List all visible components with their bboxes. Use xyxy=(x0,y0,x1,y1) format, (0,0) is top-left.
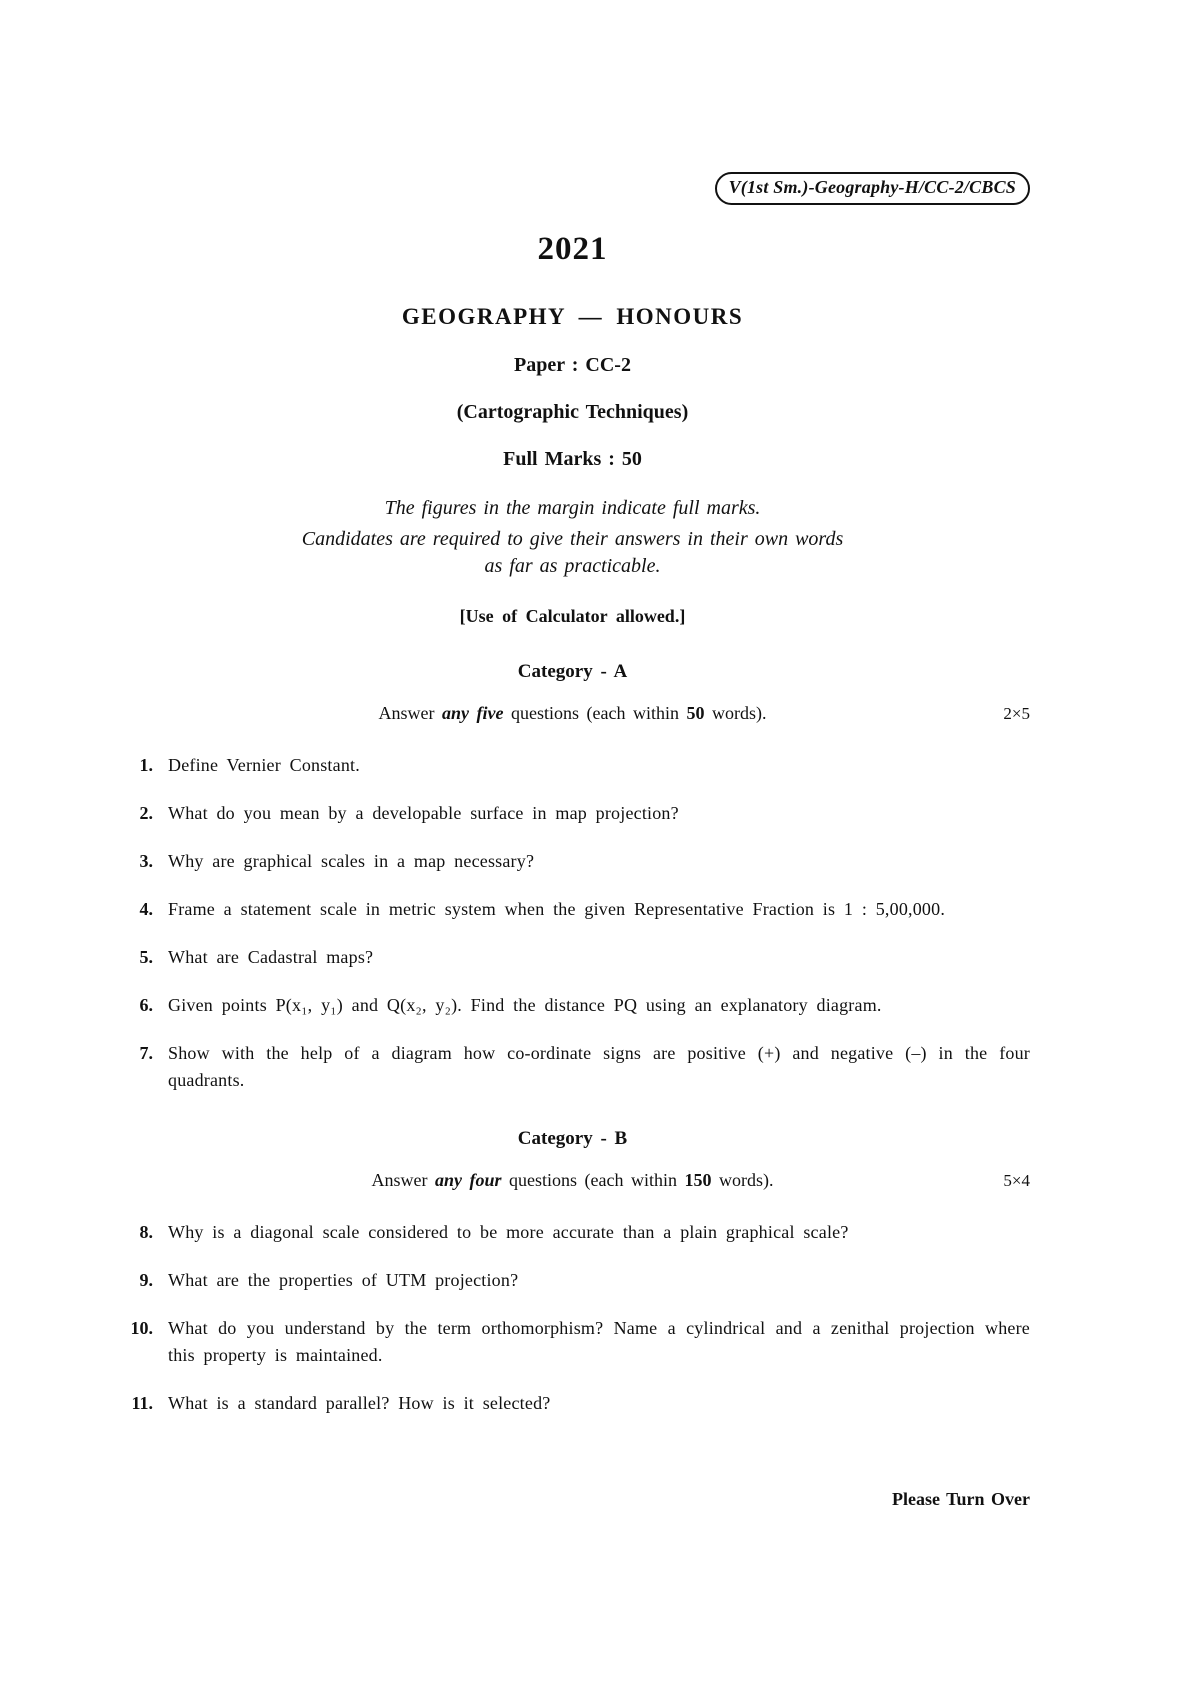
question-item xyxy=(115,800,1030,827)
category-b-title: Category - B xyxy=(517,1128,628,1149)
note-margin-marks: The figures in the margin indicate full marks. xyxy=(384,497,761,519)
question-number: 9. xyxy=(139,1270,153,1290)
instruction-text-pre: Answer xyxy=(371,1170,435,1190)
full-marks: Full Marks : 50 xyxy=(503,448,642,470)
instruction-text-pre: Answer xyxy=(378,703,443,723)
question-text: Define Vernier Constant. xyxy=(168,755,360,775)
question-number: 4. xyxy=(139,899,153,919)
question-number: 1. xyxy=(139,755,153,775)
question-item xyxy=(115,1390,1030,1417)
question-number: 10. xyxy=(130,1318,153,1338)
question-item xyxy=(115,848,1030,875)
question-item xyxy=(115,1040,1030,1094)
question-text: What do you mean by a developable surface in map projection? xyxy=(168,803,679,823)
question-text: Show with the help of a diagram how co-ordinate signs are positive (+) and negative (–) in the four quadrants. xyxy=(168,1043,1030,1090)
note-candidates xyxy=(115,526,1030,580)
question-text: Why are graphical scales in a map necessary? xyxy=(168,851,535,871)
instruction-text-mid: questions (each within xyxy=(501,1170,685,1190)
category-a-title: Category - A xyxy=(517,661,628,682)
question-text: What are the properties of UTM projection? xyxy=(168,1270,519,1290)
category-b-instruction xyxy=(115,1170,1030,1191)
question-number: 3. xyxy=(139,851,153,871)
category-b-marks: 5×4 xyxy=(1003,1171,1030,1190)
question-item xyxy=(115,896,1030,923)
exam-paper-page xyxy=(115,0,1030,1510)
instruction-text-mid: questions (each within xyxy=(503,703,687,723)
question-number: 2. xyxy=(139,803,153,823)
question-number: 7. xyxy=(139,1043,153,1063)
paper-title: (Cartographic Techniques) xyxy=(456,401,689,423)
question-item xyxy=(115,752,1030,779)
instruction-text-end: words). xyxy=(704,703,767,723)
question-item xyxy=(115,1219,1030,1246)
paper-number: Paper : CC-2 xyxy=(514,354,631,376)
subject-title: GEOGRAPHY — HONOURS xyxy=(401,304,744,329)
question-text: What do you understand by the term orthomorphism? Name a cylindrical and a zenithal projection where this property is maintained. xyxy=(168,1318,1030,1365)
category-a-instruction xyxy=(115,703,1030,724)
category-a-marks: 2×5 xyxy=(1003,704,1030,723)
question-item xyxy=(115,1315,1030,1369)
question-number: 8. xyxy=(139,1222,153,1242)
question-number: 6. xyxy=(139,995,153,1015)
question-item xyxy=(115,944,1030,971)
question-text: What are Cadastral maps? xyxy=(168,947,374,967)
question-item xyxy=(115,992,1030,1019)
please-turn-over: Please Turn Over xyxy=(892,1489,1030,1509)
question-text: What is a standard parallel? How is it selected? xyxy=(168,1393,551,1413)
question-text: Frame a statement scale in metric system when the given Representative Fraction is 1 : 5,00,000. xyxy=(168,899,946,919)
instruction-emphasis: any four xyxy=(435,1170,502,1190)
question-text: Why is a diagonal scale considered to be more accurate than a plain graphical scale? xyxy=(168,1222,849,1242)
category-a-questions xyxy=(115,752,1030,1094)
question-number: 5. xyxy=(139,947,153,967)
instruction-emphasis: any five xyxy=(442,703,504,723)
badge-row xyxy=(115,172,1030,205)
question-text: Given points P(x₁, y₁) and Q(x₂, y₂). Find the distance PQ using an explanatory diagram. xyxy=(168,995,882,1015)
question-number: 11. xyxy=(131,1393,153,1413)
note-candidates-line1: Candidates are required to give their answers in their own words xyxy=(301,528,844,550)
instruction-word-limit: 50 xyxy=(686,703,705,723)
instruction-word-limit: 150 xyxy=(684,1170,712,1190)
paper-code-badge: V(1st Sm.)-Geography-H/CC-2/CBCS xyxy=(715,172,1030,205)
question-item xyxy=(115,1267,1030,1294)
category-b-questions xyxy=(115,1219,1030,1417)
exam-year: 2021 xyxy=(537,231,608,267)
calculator-note: [Use of Calculator allowed.] xyxy=(459,606,686,626)
note-candidates-line2: as far as practicable. xyxy=(484,555,661,577)
instruction-text-end: words). xyxy=(711,1170,774,1190)
